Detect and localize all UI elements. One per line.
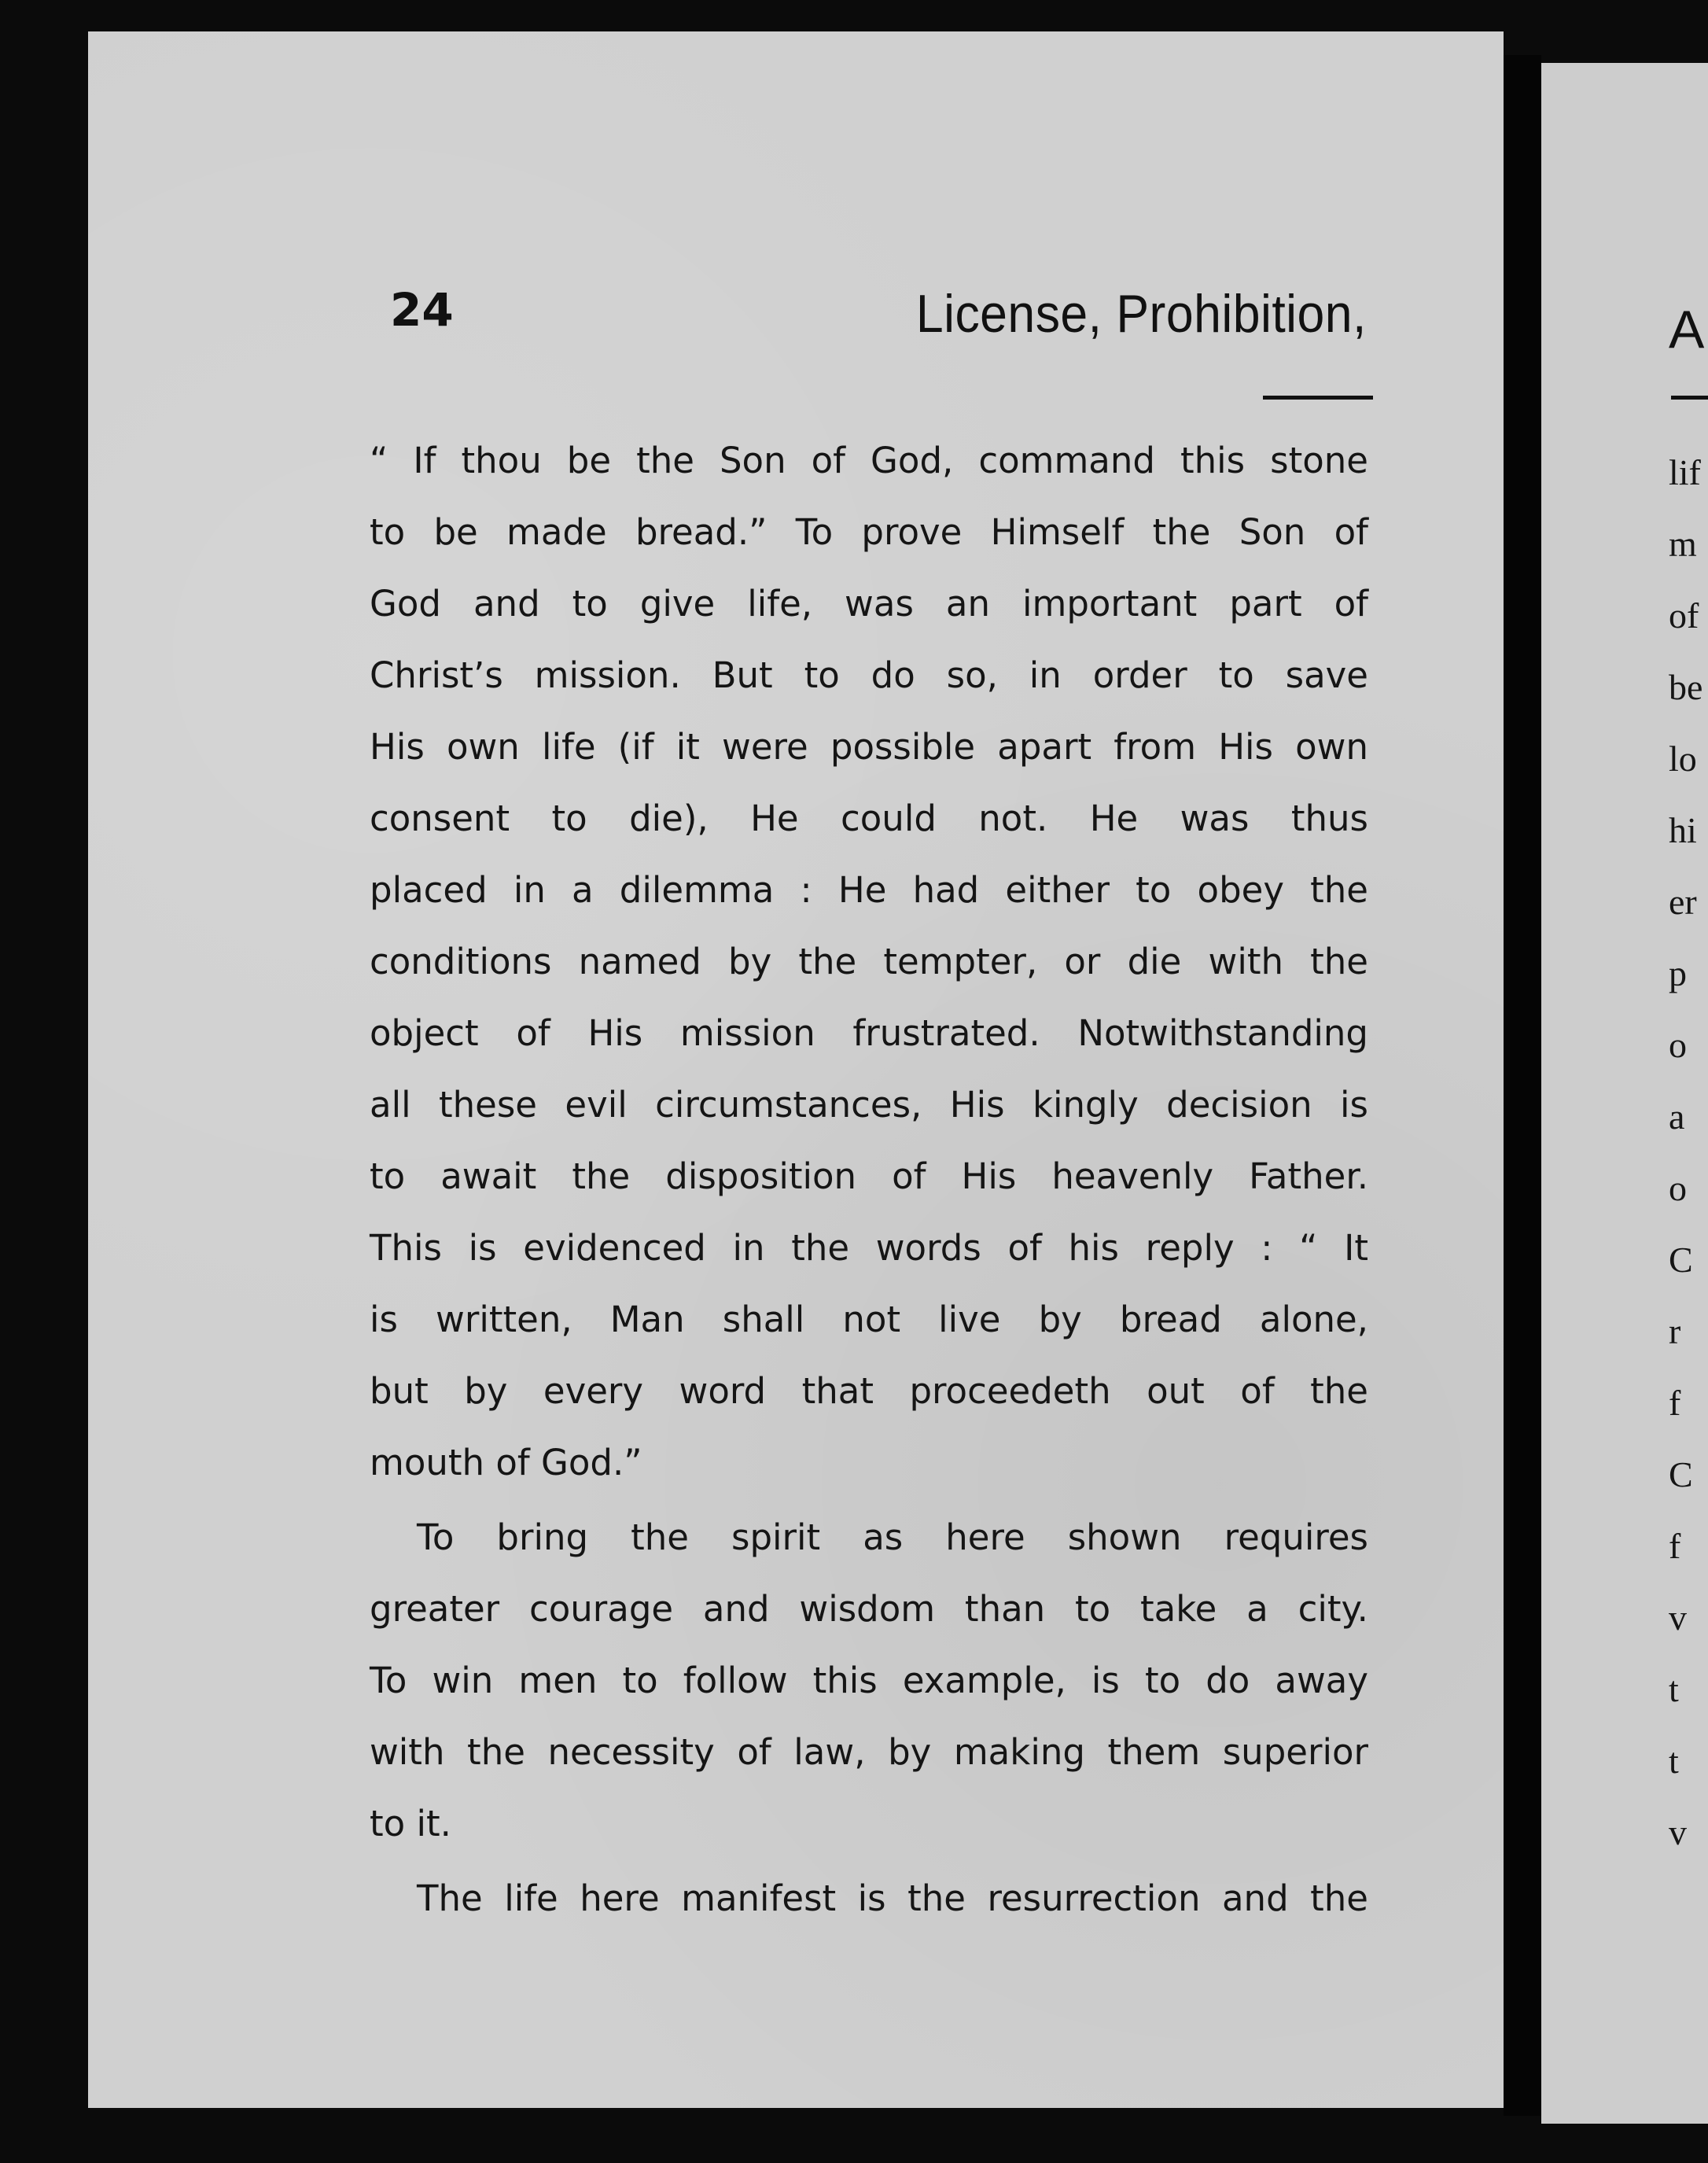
text-line: The life here manifest is the resurrection and the: [417, 1877, 1368, 1919]
text-line: God and to give life, was an important part of: [370, 583, 1368, 625]
text-line: mouth of God.”: [370, 1442, 642, 1483]
text-line: This is evidenced in the words of his reply : “ It: [370, 1227, 1368, 1269]
text-line: “ If thou be the Son of God, command this stone: [370, 440, 1368, 481]
book-spine: [1504, 55, 1541, 2116]
text-line: placed in a dilemma : He had either to obey the: [370, 869, 1368, 911]
facing-line-fragment: f: [1669, 1383, 1681, 1423]
text-line: object of His mission frustrated. Notwithstanding: [370, 1012, 1368, 1054]
facing-line-fragment: a: [1669, 1096, 1685, 1137]
text-line: but by every word that proceedeth out of the: [370, 1370, 1368, 1412]
text-line: all these evil circumstances, His kingly decision is: [370, 1084, 1368, 1126]
text-line: to await the disposition of His heavenly Father.: [370, 1155, 1368, 1197]
facing-line-fragment: o: [1669, 1168, 1687, 1208]
text-line: to it.: [370, 1803, 451, 1844]
facing-line-fragment: m: [1669, 524, 1697, 564]
page-number: 24: [390, 283, 454, 337]
header-rule: [1263, 396, 1373, 400]
body-text: [370, 425, 1368, 1934]
facing-line-fragment: v: [1669, 1597, 1687, 1638]
facing-line-fragment: C: [1669, 1454, 1693, 1494]
text-line: His own life (if it were possible apart from His own: [370, 726, 1368, 768]
facing-line-fragment: v: [1669, 1812, 1687, 1852]
facing-line-fragment: be: [1669, 667, 1703, 707]
page-header: [302, 283, 1379, 362]
facing-line-fragment: lif: [1669, 452, 1701, 492]
facing-line-fragment: p: [1669, 953, 1687, 993]
facing-line-fragment: o: [1669, 1025, 1687, 1065]
facing-line-fragment: hi: [1669, 810, 1697, 850]
facing-line-fragment: f: [1669, 1526, 1681, 1566]
facing-line-fragment: C: [1669, 1240, 1693, 1280]
text-line: to be made bread.” To prove Himself the Son of: [370, 511, 1368, 553]
facing-line-fragment: t: [1669, 1741, 1679, 1781]
facing-line-fragment: r: [1669, 1311, 1681, 1351]
text-line: with the necessity of law, by making them superior: [370, 1731, 1368, 1773]
facing-page-rule: [1671, 396, 1708, 400]
text-line: consent to die), He could not. He was thus: [370, 798, 1368, 839]
facing-line-fragment: lo: [1669, 739, 1697, 779]
facing-line-fragment: er: [1669, 882, 1697, 922]
facing-line-fragment: t: [1669, 1669, 1679, 1709]
text-line: is written, Man shall not live by bread alone,: [370, 1299, 1368, 1340]
text-line: greater courage and wisdom than to take a city.: [370, 1588, 1368, 1630]
text-line: To bring the spirit as here shown requires: [417, 1516, 1368, 1558]
text-line: conditions named by the tempter, or die with the: [370, 941, 1368, 982]
text-line: To win men to follow this example, is to do away: [370, 1660, 1368, 1701]
text-line: Christ’s mission. But to do so, in order to save: [370, 654, 1368, 696]
facing-page-head-fragment: A: [1669, 300, 1705, 359]
facing-page-fragments: [1669, 437, 1702, 1868]
running-head: License, Prohibition,: [915, 284, 1367, 344]
facing-line-fragment: of: [1669, 595, 1699, 636]
